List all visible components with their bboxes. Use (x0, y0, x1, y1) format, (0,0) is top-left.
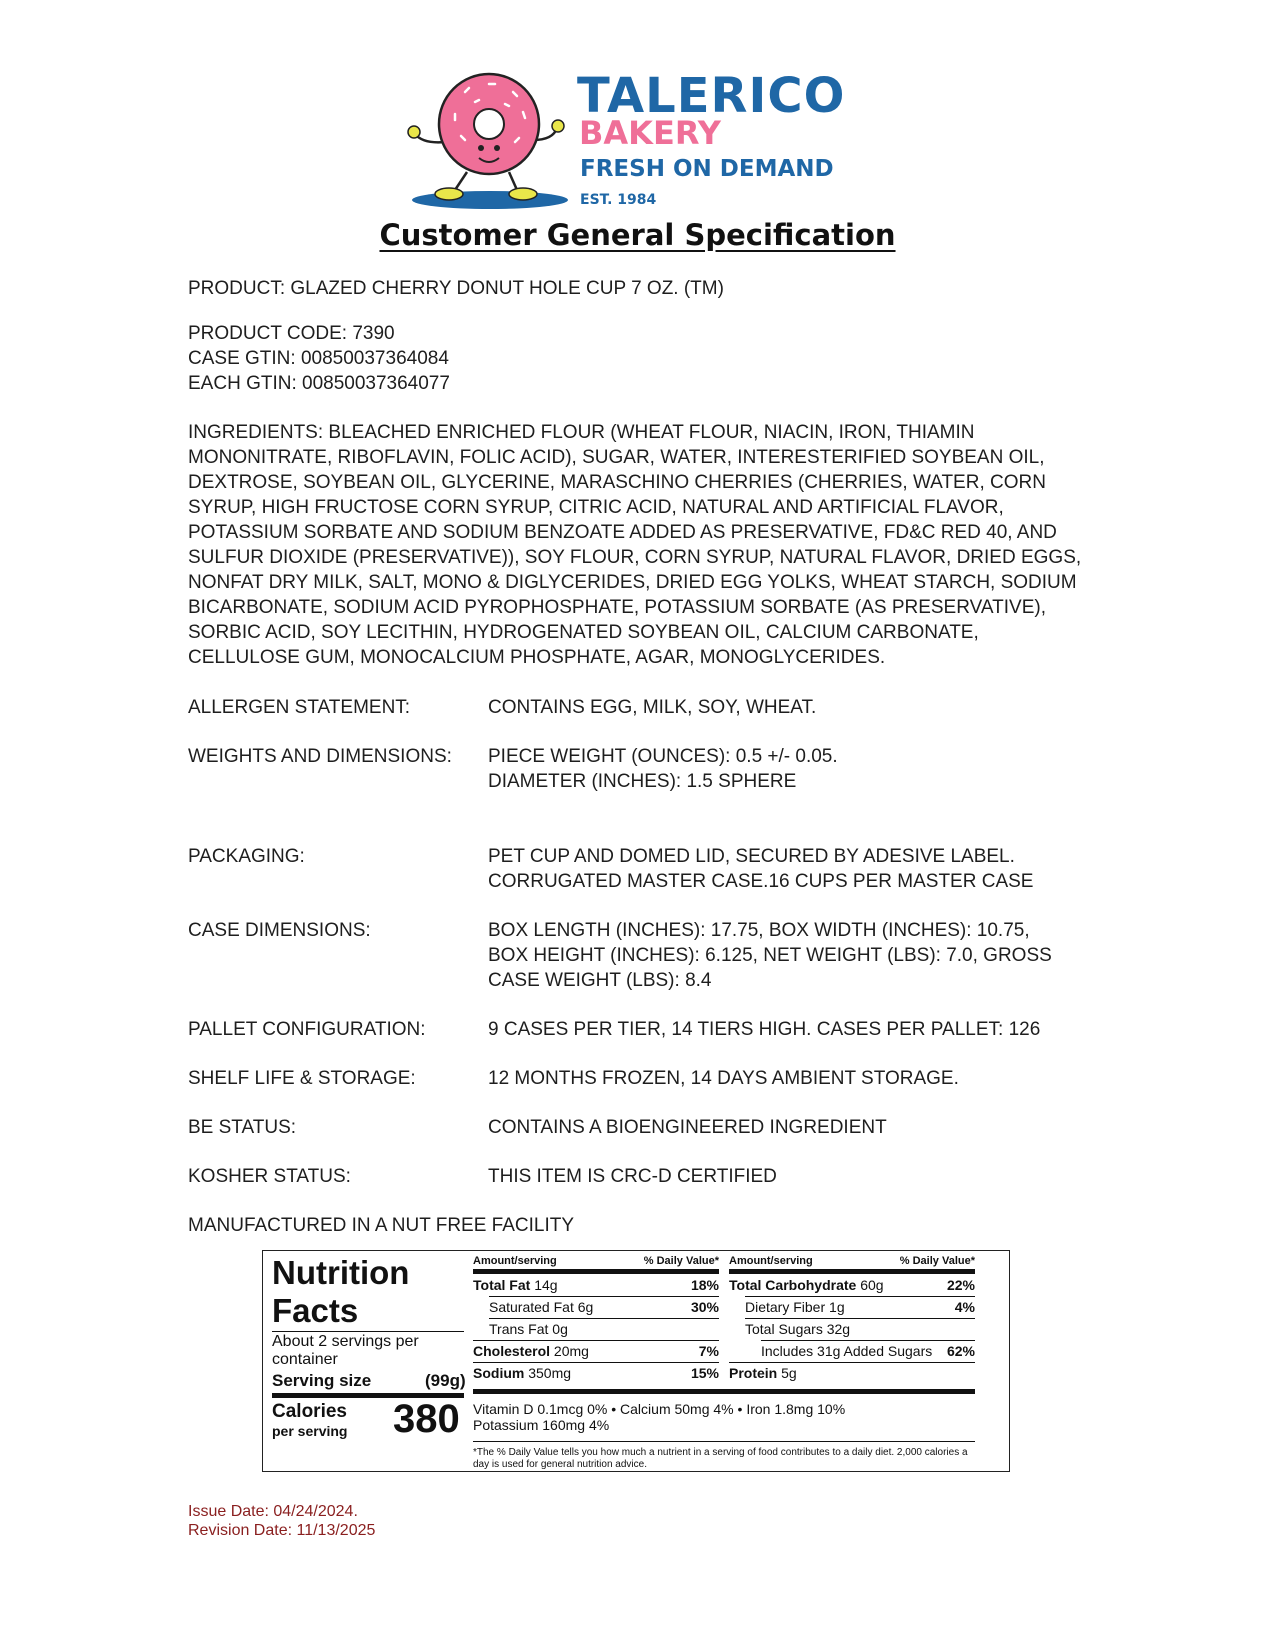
nf-nutrient-name: Sodium (473, 1365, 525, 1381)
nf-nutrient-amount: 0g (552, 1321, 568, 1337)
nf-footnote: *The % Daily Value tells you how much a nutrient in a serving of food contributes to a daily diet. 2,000 calories a day is used for general nutrition advice. (473, 1447, 968, 1470)
nf-col-dv-left: % Daily Value* (643, 1255, 719, 1267)
nf-col-dv-right: % Daily Value* (899, 1255, 975, 1267)
nf-nutrient-dv: 18% (690, 1277, 719, 1293)
brand-sub: BAKERY (579, 114, 721, 152)
nf-nutrient-name: Protein (729, 1365, 778, 1381)
nf-row-left-1 (489, 1299, 593, 1315)
nf-nutrient-name: Total Fat (473, 1277, 531, 1293)
nf-servings: About 2 servings per container (272, 1333, 419, 1368)
nf-serving-size-value: (99g) (425, 1371, 466, 1390)
nf-nutrient-name: Total Carbohydrate (729, 1277, 857, 1293)
nf-nutrient-amount: 32g (826, 1321, 851, 1337)
nf-nutrient-dv: 30% (690, 1299, 719, 1315)
nf-nutrient-dv: 4% (954, 1299, 975, 1315)
be-status-label: BE STATUS: (188, 1117, 297, 1138)
nf-vitamins-2: Potassium 160mg 4% (473, 1417, 610, 1433)
product-line: PRODUCT: GLAZED CHERRY DONUT HOLE CUP 7 OZ. (TM) (188, 278, 724, 299)
nf-nutrient-name: Trans Fat (489, 1321, 549, 1337)
nutrition-facts-panel (262, 1250, 1010, 1472)
nf-row-left-2 (489, 1321, 568, 1337)
nf-nutrient-amount: 20mg (553, 1343, 589, 1359)
ingredients: INGREDIENTS: BLEACHED ENRICHED FLOUR (WHEAT FLOUR, NIACIN, IRON, THIAMIN MONONITRATE, RIBOFLAVIN, FOLIC ACID), SUGAR, WATER, INTERESTERIFIED SOYBEAN OIL, DEXTROSE, SOYBEAN OIL, GLYCERINE, MARASCHINO CHERRIES (CHERRIES, WATER, CORN SYRUP, HIGH FRUCTOSE CORN SYRUP, CITRIC ACID, NATURAL AND ARTIFICIAL FLAVOR, POTASSIUM SORBATE AND SODIUM BENZOATE ADDED AS PRESERVATIVE, FD&C RED 40, AND SULFUR DIOXIDE (PRESERVATIVE)), SOY FLOUR, CORN SYRUP, NATURAL FLAVOR, DRIED EGGS, NONFAT DRY MILK, SALT, MONO & DIGLYCERIDES, DRIED EGG YOLKS, WHEAT STARCH, SODIUM BICARBONATE, SODIUM ACID PYROPHOSPHATE, POTASSIUM SORBATE (AS PRESERVATIVE), SORBIC ACID, SOY LECITHIN, HYDROGENATED SOYBEAN OIL, CALCIUM CARBONATE, CELLULOSE GUM, MONOCALCIUM PHOSPHATE, AGAR, MONOGLYCERIDES. (188, 422, 1082, 668)
nf-row-left-0 (473, 1277, 558, 1293)
packaging-line-1: PET CUP AND DOMED LID, SECURED BY ADESIVE LABEL. (488, 846, 1015, 867)
nf-calories-sub: per serving (272, 1423, 348, 1439)
nf-nutrient-name: Cholesterol (473, 1343, 551, 1359)
nf-nutrient-name: Includes 31g Added Sugars (761, 1343, 933, 1359)
nf-nutrient-name: Total Sugars (745, 1321, 823, 1337)
weights-line-2: DIAMETER (INCHES): 1.5 SPHERE (488, 771, 797, 792)
nf-title-2: Facts (272, 1292, 359, 1329)
case-dims-line-3: CASE WEIGHT (LBS): 8.4 (488, 970, 712, 991)
nf-nutrient-name: Saturated Fat (489, 1299, 574, 1315)
facility-note: MANUFACTURED IN A NUT FREE FACILITY (188, 1215, 575, 1236)
allergen-label: ALLERGEN STATEMENT: (188, 697, 411, 718)
kosher-label: KOSHER STATUS: (188, 1166, 351, 1187)
nf-calories-value: 380 (393, 1397, 460, 1441)
brand-tagline: FRESH ON DEMAND (580, 156, 834, 182)
allergen-value: CONTAINS EGG, MILK, SOY, WHEAT. (488, 697, 817, 718)
nf-nutrient-amount: 6g (577, 1299, 594, 1315)
nf-nutrient-dv: 22% (946, 1277, 975, 1293)
nf-nutrient-amount: 5g (781, 1365, 797, 1381)
be-status-value: CONTAINS A BIOENGINEERED INGREDIENT (488, 1117, 887, 1138)
brand-name: TALERICO (577, 68, 846, 124)
shelf-label: SHELF LIFE & STORAGE: (188, 1068, 416, 1089)
case-dims-line-1: BOX LENGTH (INCHES): 17.75, BOX WIDTH (INCHES): 10.75, (488, 920, 1030, 941)
nf-serving-size-label: Serving size (272, 1371, 372, 1390)
dates-block (188, 1502, 375, 1540)
packaging-line-2: CORRUGATED MASTER CASE.16 CUPS PER MASTER CASE (488, 871, 1034, 892)
nf-nutrient-name: Dietary Fiber (745, 1299, 826, 1315)
each-gtin: EACH GTIN: 00850037364077 (188, 373, 450, 394)
nf-row-right-1 (745, 1299, 845, 1315)
case-dims-line-2: BOX HEIGHT (INCHES): 6.125, NET WEIGHT (LBS): 7.0, GROSS (488, 945, 1052, 966)
nf-title-1: Nutrition (272, 1254, 410, 1291)
case-dims-label: CASE DIMENSIONS: (188, 920, 371, 941)
nf-row-left-4 (473, 1365, 571, 1381)
nf-row-right-2 (745, 1321, 850, 1337)
weights-label: WEIGHTS AND DIMENSIONS: (188, 746, 452, 767)
nf-col-amount-left: Amount/serving (473, 1255, 557, 1267)
nf-nutrient-dv: 7% (698, 1343, 719, 1359)
pallet-value: 9 CASES PER TIER, 14 TIERS HIGH. CASES PER PALLET: 126 (488, 1019, 1041, 1040)
nf-row-right-0 (729, 1277, 884, 1293)
talerico-logo (405, 62, 865, 212)
shelf-value: 12 MONTHS FROZEN, 14 DAYS AMBIENT STORAGE. (488, 1068, 959, 1089)
nf-calories-label: Calories (272, 1401, 347, 1422)
nf-nutrient-amount: 60g (860, 1277, 884, 1293)
pallet-label: PALLET CONFIGURATION: (188, 1019, 426, 1040)
nf-nutrient-dv: 15% (690, 1365, 719, 1381)
weights-line-1: PIECE WEIGHT (OUNCES): 0.5 +/- 0.05. (488, 746, 838, 767)
nf-nutrient-amount: 350mg (528, 1365, 572, 1381)
page-title: Customer General Specification (379, 218, 896, 252)
nf-row-left-3 (473, 1343, 589, 1359)
nf-nutrient-amount: 14g (534, 1277, 558, 1293)
donut-mascot-icon (405, 62, 575, 212)
case-gtin: CASE GTIN: 00850037364084 (188, 348, 449, 369)
issue-date: Issue Date: 04/24/2024. (188, 1503, 358, 1520)
nf-row-right-4 (729, 1365, 797, 1381)
revision-date: Revision Date: 11/13/2025 (188, 1522, 376, 1539)
nf-col-amount-right: Amount/serving (729, 1255, 813, 1267)
nf-nutrient-dv: 62% (946, 1343, 975, 1359)
nf-vitamins-1: Vitamin D 0.1mcg 0% • Calcium 50mg 4% • Iron 1.8mg 10% (473, 1401, 846, 1417)
brand-est: EST. 1984 (580, 192, 657, 208)
nf-nutrient-amount: 1g (829, 1299, 845, 1315)
packaging-label: PACKAGING: (188, 846, 305, 867)
kosher-value: THIS ITEM IS CRC-D CERTIFIED (488, 1166, 777, 1187)
product-code: PRODUCT CODE: 7390 (188, 323, 395, 344)
